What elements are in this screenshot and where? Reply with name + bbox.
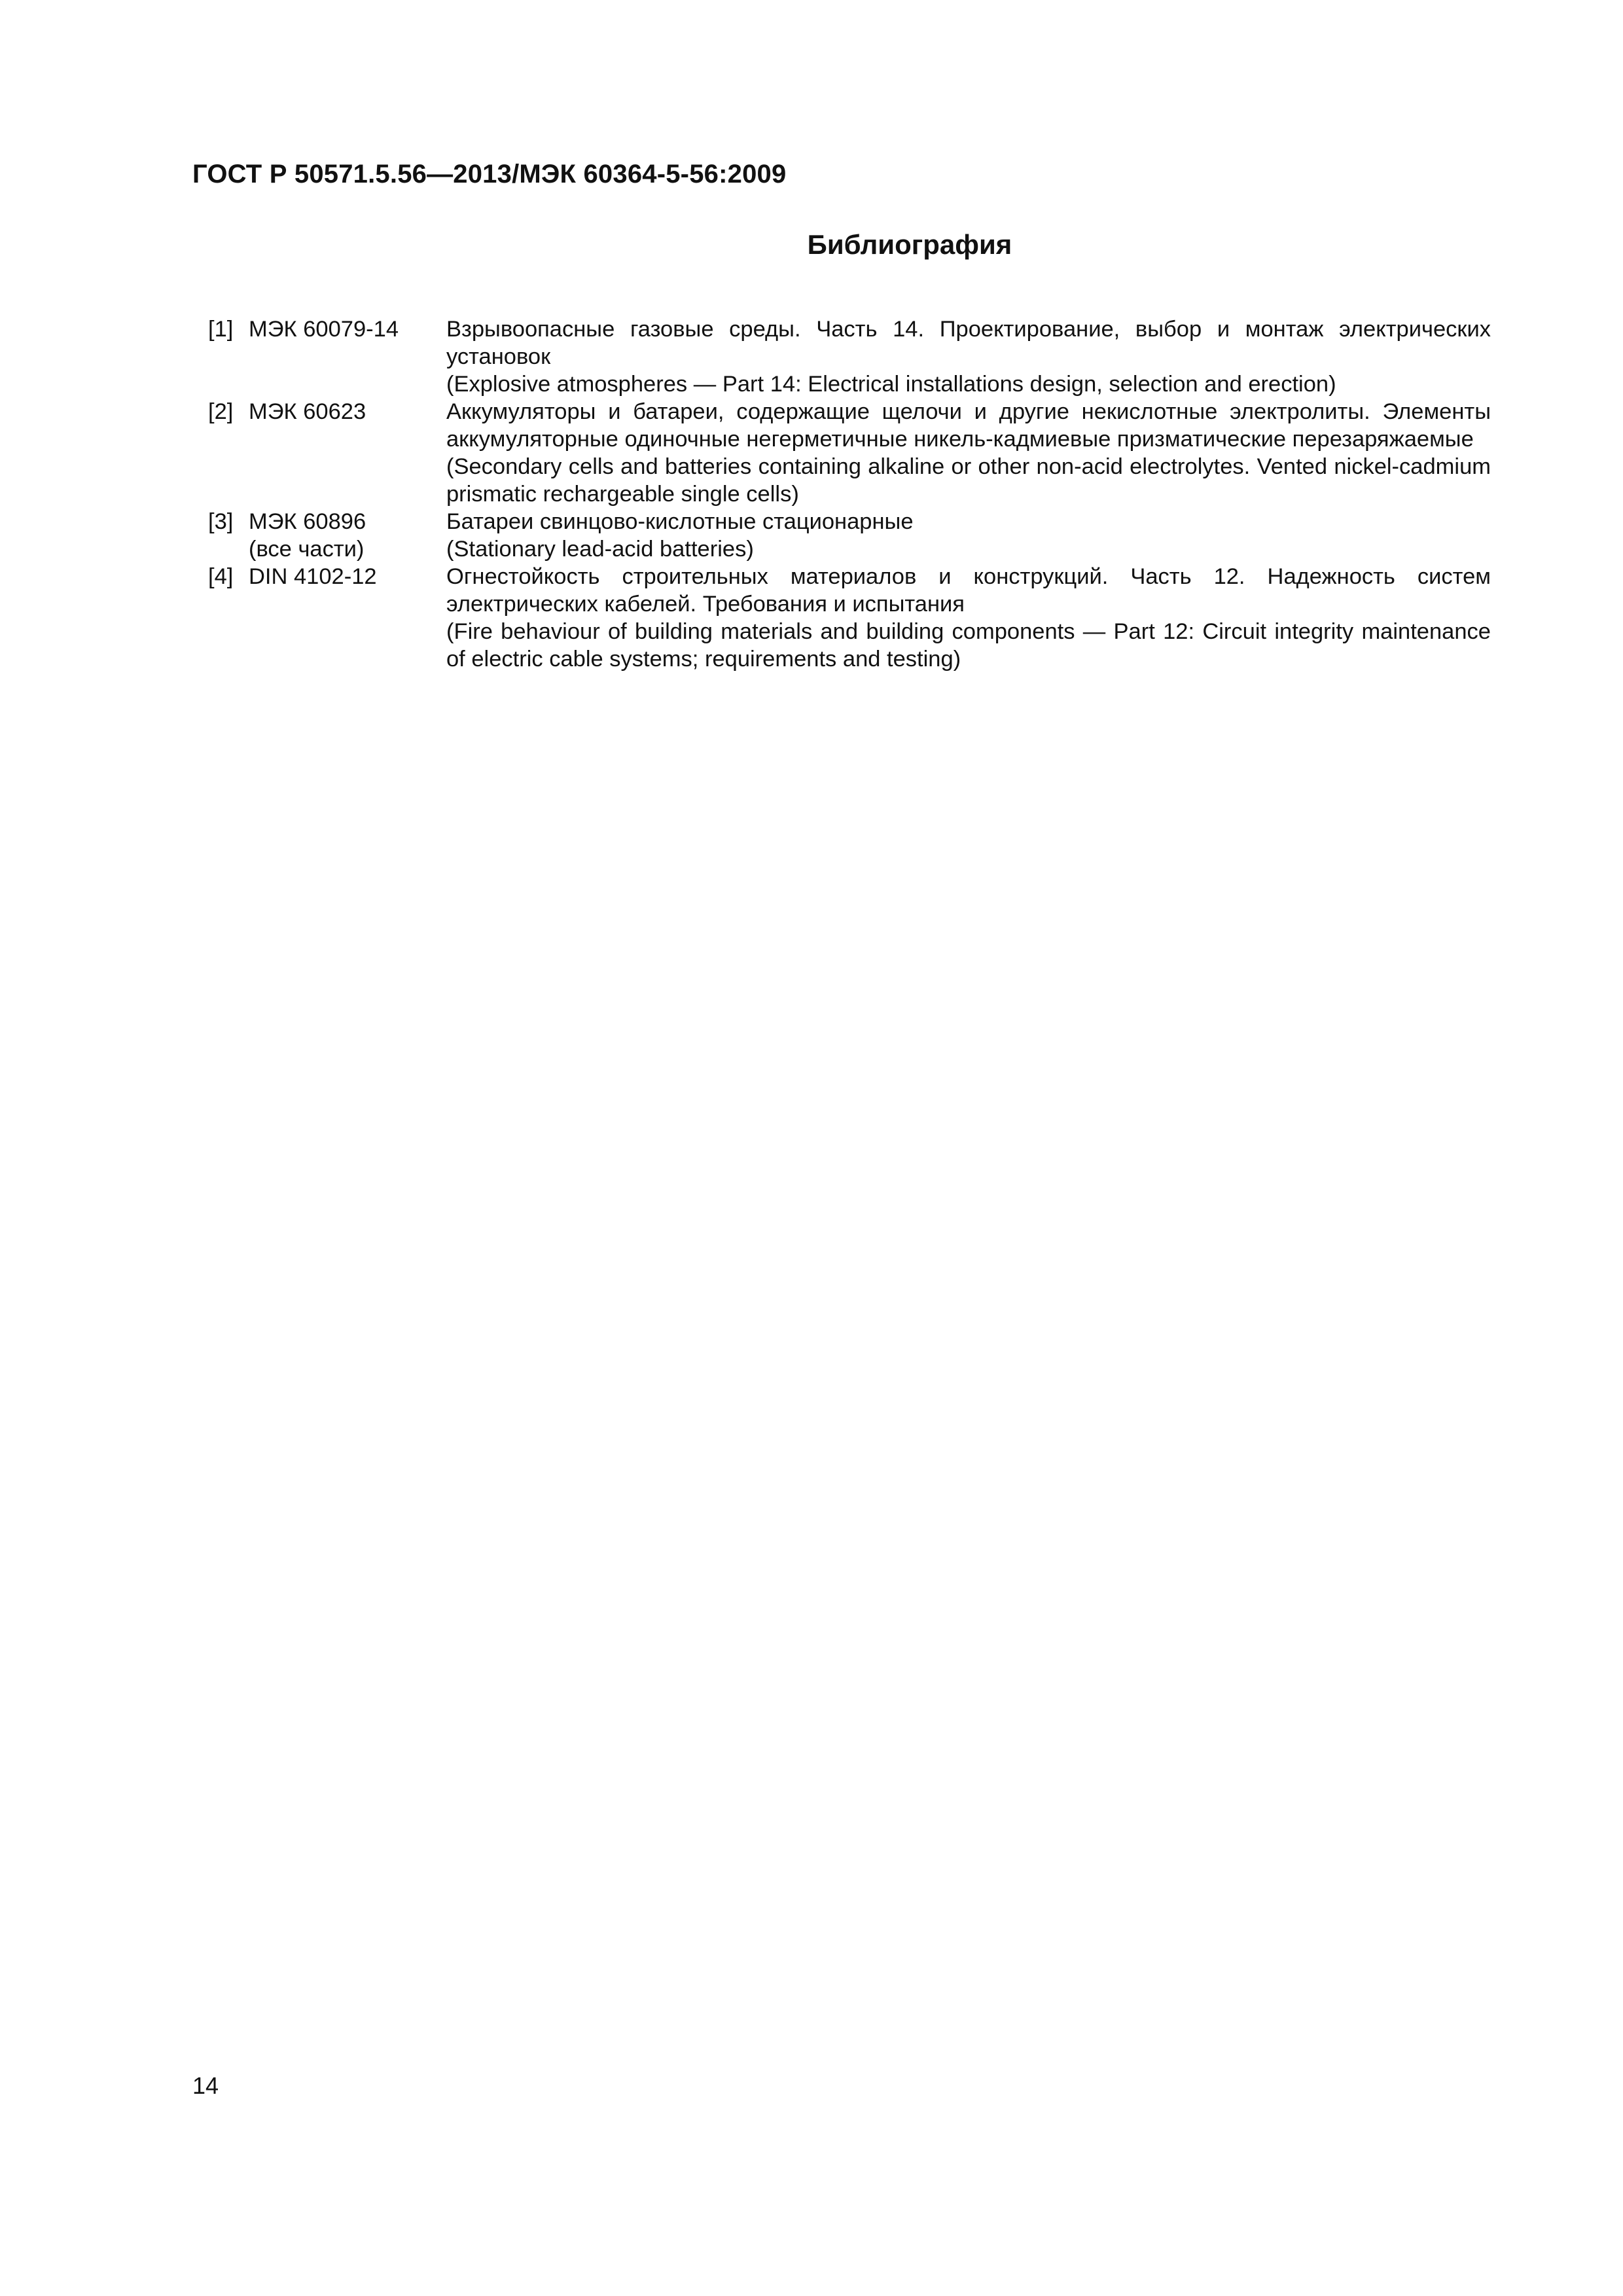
bibliography-entry-2 <box>208 398 1491 508</box>
document-code-header: ГОСТ Р 50571.5.56—2013/МЭК 60364-5-56:2009 <box>192 160 787 188</box>
entry-title-ru: Взрывоопасные газовые среды. Часть 14. Проектирование, выбор и монтаж электрических установок <box>446 317 1491 369</box>
entry-title-ru: Огнестойкость строительных материалов и конструкций. Часть 12. Надежность систем электрических кабелей. Требования и испытания <box>446 564 1491 617</box>
entry-code-label: МЭК 60896 <box>249 509 366 534</box>
entry-description <box>446 563 1491 673</box>
entry-number: [4] <box>208 564 234 589</box>
entry-standard-code <box>249 508 446 563</box>
bibliography-list <box>208 315 1491 673</box>
entry-description <box>446 398 1491 508</box>
entry-title-en: (Fire behaviour of building materials and building components — Part 12: Circuit integrity maintenance of electric cable systems; requirements and testing) <box>446 619 1491 672</box>
entry-title-ru: Аккумуляторы и батареи, содержащие щелочи и другие некислотные электролиты. Элементы аккумуляторные одиночные негерметичные никель-кадмиевые призматические перезаряжаемые <box>446 399 1491 452</box>
entry-standard-code <box>249 315 446 343</box>
entry-description <box>446 315 1491 398</box>
entry-code-label: МЭК 60623 <box>249 399 366 424</box>
entry-code-label: МЭК 60079-14 <box>249 317 399 342</box>
entry-title-ru: Батареи свинцово-кислотные стационарные <box>446 509 914 534</box>
entry-standard-code <box>249 398 446 425</box>
bibliography-title: Библиография <box>807 229 1012 260</box>
page-number: 14 <box>192 2072 219 2099</box>
entry-standard-code <box>249 563 446 590</box>
bibliography-entry-4 <box>208 563 1491 673</box>
entry-title-en: (Secondary cells and batteries containing alkaline or other non-acid electrolytes. Vented nickel-cadmium prismatic rechargeable single cells) <box>446 454 1491 507</box>
entry-number: [1] <box>208 317 234 342</box>
bibliography-entry-1 <box>208 315 1491 398</box>
bibliography-entry-3 <box>208 508 1491 563</box>
entry-title-en: (Explosive atmospheres — Part 14: Electrical installations design, selection and erection) <box>446 372 1336 397</box>
entry-title-en: (Stationary lead-acid batteries) <box>446 537 754 562</box>
entry-code-note: (все части) <box>249 537 365 562</box>
entry-description <box>446 508 1491 563</box>
entry-code-label: DIN 4102-12 <box>249 564 377 589</box>
entry-number: [3] <box>208 509 234 534</box>
entry-number: [2] <box>208 399 234 424</box>
